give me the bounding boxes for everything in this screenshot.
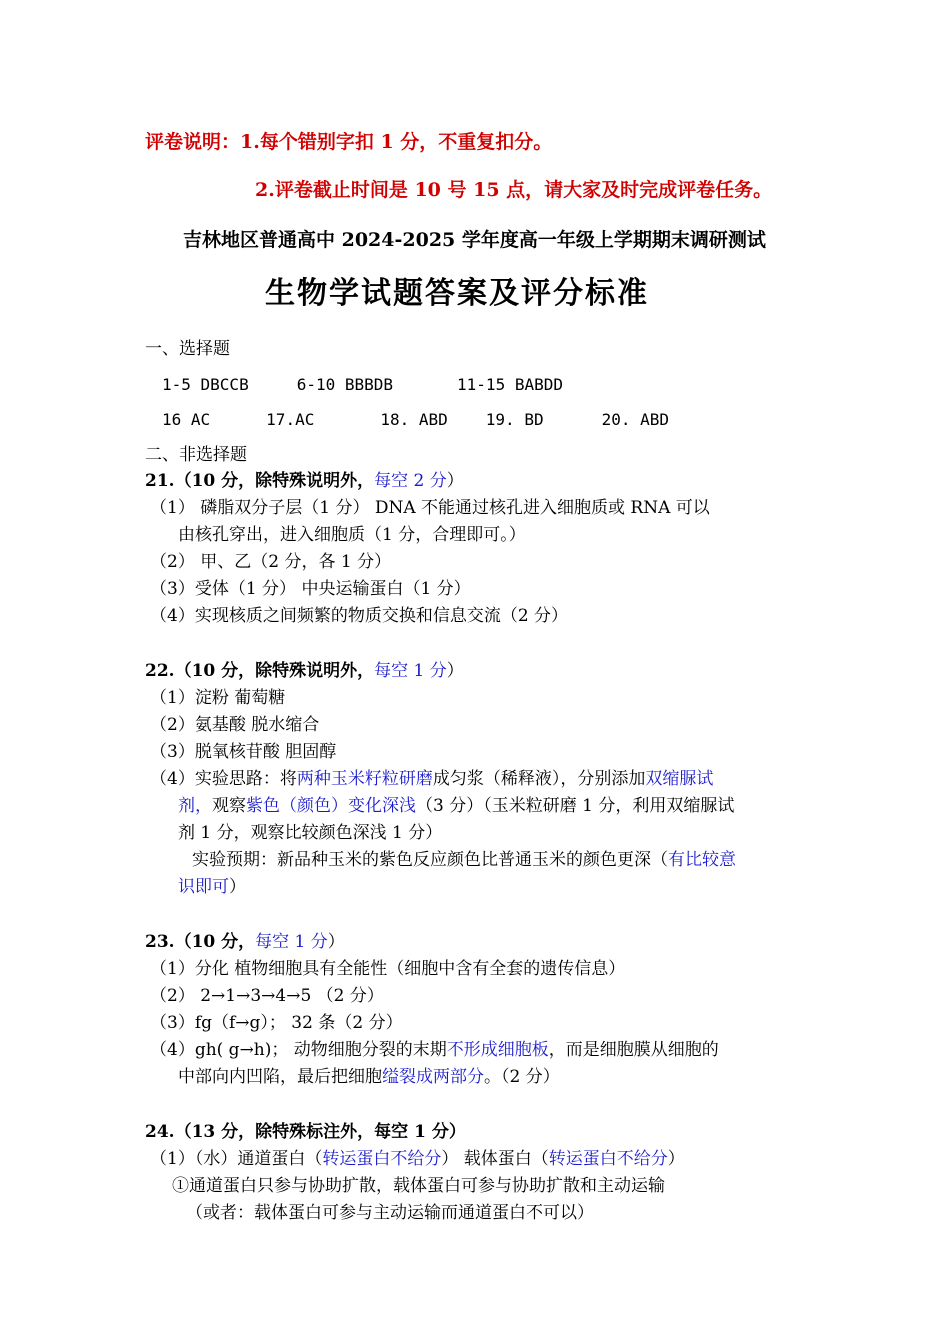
q24-answer-1-note-alt: （或者：载体蛋白可参与主动运输而通道蛋白不可以） (186, 1203, 594, 1223)
q21-answer-1: （1） 磷脂双分子层（1 分） DNA 不能通过核孔进入细胞质或 RNA 可以 (150, 498, 710, 518)
question-23-header: 23.（10 分，每空 1 分） (145, 932, 345, 952)
choice-answer: 16 AC (162, 410, 211, 429)
choice-row-1 (162, 373, 563, 397)
q22-answer-4-cont2: 剂 1 分，观察比较颜色深浅 1 分） (178, 823, 443, 843)
section-heading-nonchoice: 二、非选择题 (145, 445, 247, 465)
q24-answer-1-note: ①通道蛋白只参与协助扩散，载体蛋白可参与协助扩散和主动运输 (172, 1176, 665, 1196)
q22-prediction-cont: 识即可） (178, 877, 246, 897)
choice-answer: 17.AC (266, 410, 315, 429)
q22-prediction: 实验预期：新品种玉米的紫色反应颜色比普通玉米的颜色更深（有比较意 (192, 850, 736, 870)
question-21-header: 21.（10 分，除特殊说明外，每空 2 分） (145, 471, 464, 491)
q22-answer-3: （3）脱氧核苷酸 胆固醇 (150, 742, 337, 762)
q23-answer-4-cont: 中部向内凹陷，最后把细胞缢裂成两部分。（2 分） (178, 1067, 560, 1087)
page-title: 生物学试题答案及评分标准 (265, 276, 649, 311)
q23-answer-1: （1）分化 植物细胞具有全能性（细胞中含有全套的遗传信息） (150, 959, 626, 979)
choice-row-2 (162, 408, 669, 432)
q23-answer-4: （4）gh( g→h)； 动物细胞分裂的末期不形成细胞板，而是细胞膜从细胞的 (150, 1040, 719, 1060)
q21-answer-2: （2） 甲、乙（2 分，各 1 分） (150, 552, 392, 572)
choice-answer: 1-5 DBCCB (162, 375, 249, 394)
question-22-header: 22.（10 分，除特殊说明外，每空 1 分） (145, 661, 464, 681)
q24-answer-1: （1）（水）通道蛋白（转运蛋白不给分） 载体蛋白（转运蛋白不给分） (150, 1149, 685, 1169)
q21-answer-3: （3）受体（1 分） 中央运输蛋白（1 分） (150, 579, 471, 599)
question-24-header: 24.（13 分，除特殊标注外，每空 1 分） (145, 1122, 466, 1142)
q22-answer-2: （2）氨基酸 脱水缩合 (150, 715, 320, 735)
choice-answer: 20. ABD (601, 410, 670, 429)
q23-answer-3: （3）fg（f→g）； 32 条（2 分） (150, 1013, 403, 1033)
exam-subtitle: 吉林地区普通高中 2024-2025 学年度高一年级上学期期末调研测试 (183, 229, 766, 251)
choice-answer: 19. BD (485, 410, 544, 429)
q22-answer-4-cont: 剂，观察紫色（颜色）变化深浅（3 分）（玉米粒研磨 1 分，利用双缩脲试 (178, 796, 735, 816)
q21-answer-4: （4）实现核质之间频繁的物质交换和信息交流（2 分） (150, 606, 569, 626)
q23-answer-2: （2） 2→1→3→4→5 （2 分） (150, 986, 384, 1006)
grading-notice-line1: 评卷说明：1.每个错别字扣 1 分，不重复扣分。 (145, 131, 553, 153)
choice-answer: 11-15 BABDD (457, 375, 563, 394)
section-heading-choice: 一、选择题 (145, 339, 230, 359)
q22-answer-1: （1）淀粉 葡萄糖 (150, 688, 286, 708)
q21-answer-1-cont: 由核孔穿出，进入细胞质（1 分，合理即可。） (178, 525, 526, 545)
grading-notice-line2: 2.评卷截止时间是 10 号 15 点，请大家及时完成评卷任务。 (255, 179, 773, 201)
choice-answer: 6-10 BBBDB (296, 375, 394, 394)
choice-answer: 18. ABD (380, 410, 448, 429)
q22-answer-4: （4）实验思路：将两种玉米籽粒研磨成匀浆（稀释液），分别添加双缩脲试 (150, 769, 714, 789)
